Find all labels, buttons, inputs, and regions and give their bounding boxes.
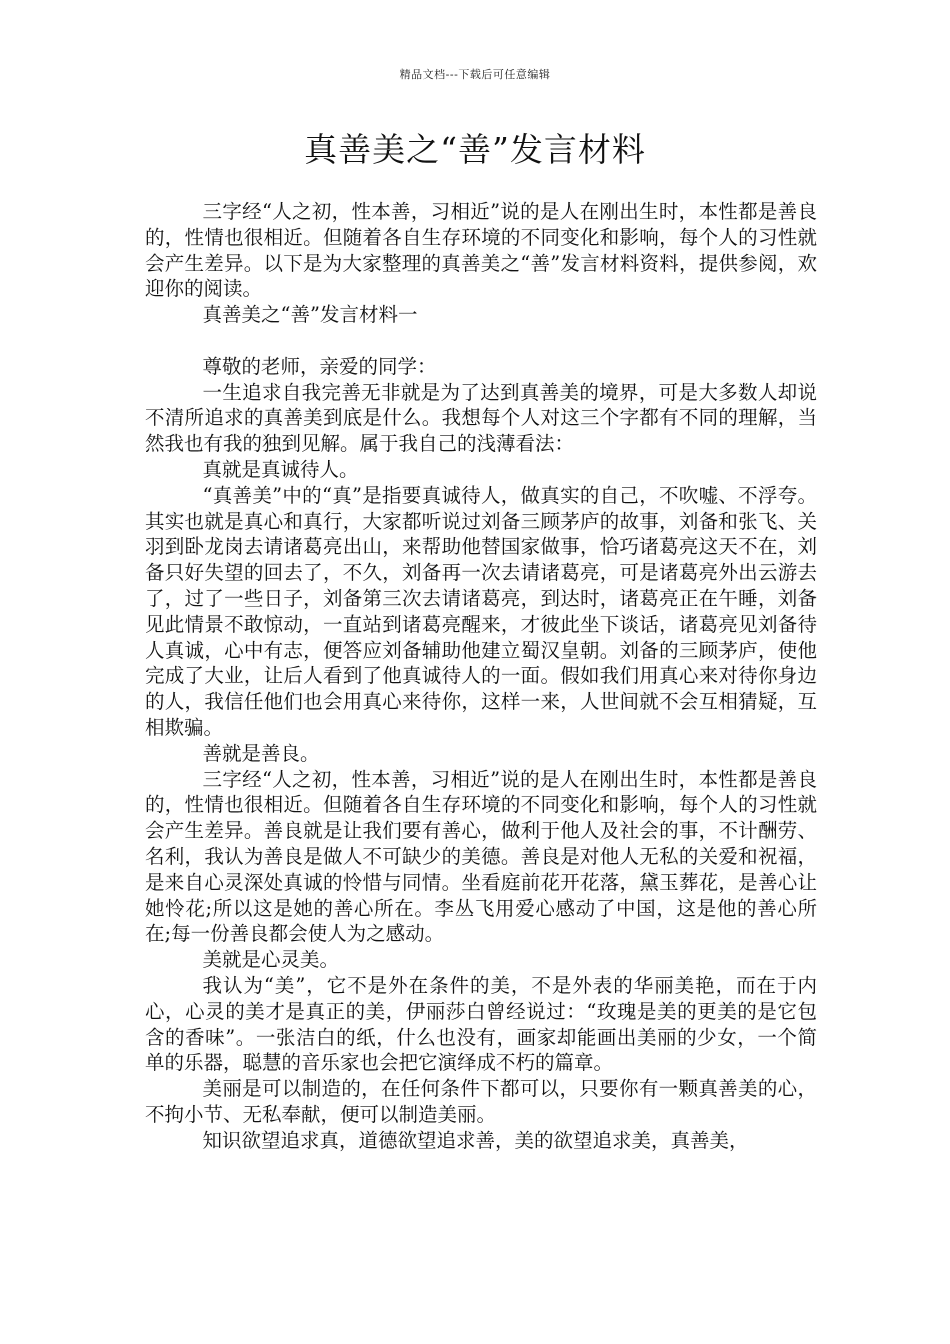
paragraph-intro: 三字经“人之初，性本善，习相近”说的是人在刚出生时，本性都是善良的，性情也很相近。但随着各自生存环境的不同变化和影响，每个人的习性就会产生差异。以下是为大家整理的真善美之“善”发言材料资料，提供参阅，欢迎你的阅读。 bbox=[145, 200, 817, 301]
paragraph-goodness-heading: 善就是善良。 bbox=[202, 741, 320, 765]
paragraph-truth-heading: 真就是真诚待人。 bbox=[202, 457, 359, 481]
paragraph-beauty: 我认为“美”，它不是外在条件的美，不是外表的华丽美艳，而在于内心，心灵的美才是真正的美，伊丽莎白曾经说过：“玫瑰是美的更美的是它包含的香味”。一张洁白的纸，什么也没有，画家却能画出美丽的少女，一个简单的乐器，聪慧的音乐家也会把它演绎成不朽的篇章。 bbox=[145, 973, 817, 1075]
document-title: 真善美之“善”发言材料 bbox=[304, 130, 646, 169]
paragraph-beauty-made: 美丽是可以制造的，在任何条件下都可以，只要你有一颗真善美的心，不拘小节、无私奉献，便可以制造美丽。 bbox=[145, 1077, 817, 1126]
paragraph-knowledge: 知识欲望追求真，道德欲望追求善，美的欲望追求美，真善美， bbox=[202, 1128, 749, 1152]
paragraph-subtitle: 真善美之“善”发言材料一 bbox=[202, 303, 418, 327]
paragraph-truth: “真善美”中的“真”是指要真诚待人，做真实的自己，不吹嘘、不浮夸。其实也就是真心和真行，大家都听说过刘备三顾茅庐的故事，刘备和张飞、关羽到卧龙岗去请诸葛亮出山，来帮助他替国家做事，恰巧诸葛亮这天不在，刘备只好失望的回去了，不久，刘备再一次去请诸葛亮，可是诸葛亮外出云游去了，过了一些日子，刘备第三次去请诸葛亮，到达时，诸葛亮正在午睡，刘备见此情景不敢惊动，一直站到诸葛亮醒来，才彼此坐下谈话，诸葛亮见刘备待人真诚，心中有志，便答应刘备辅助他建立蜀汉皇朝。刘备的三顾茅庐，使他完成了大业，让后人看到了他真诚待人的一面。假如我们用真心来对待你身边的人，我信任他们也会用真心来待你，这样一来，人世间就不会互相猜疑，互相欺骗。 bbox=[145, 483, 817, 739]
header-note: 精品文档---下载后可任意编辑 bbox=[399, 68, 551, 81]
paragraph-goodness: 三字经“人之初，性本善，习相近”说的是人在刚出生时，本性都是善良的，性情也很相近。但随着各自生存环境的不同变化和影响，每个人的习性就会产生差异。善良就是让我们要有善心，做利于他人及社会的事，不计酬劳、名利，我认为善良是做人不可缺少的美德。善良是对他人无私的关爱和祝福，是来自心灵深处真诚的怜惜与同情。坐看庭前花开花落，黛玉葬花，是善心让她怜花;所以这是她的善心所在。李丛飞用爱心感动了中国，这是他的善心所在;每一份善良都会使人为之感动。 bbox=[145, 767, 817, 946]
paragraph-beauty-heading: 美就是心灵美。 bbox=[202, 948, 340, 972]
blank-line bbox=[145, 328, 817, 354]
paragraph-salutation: 尊敬的老师，亲爱的同学： bbox=[202, 354, 437, 378]
document-body bbox=[145, 199, 817, 1153]
paragraph-pursuit: 一生追求自我完善无非就是为了达到真善美的境界，可是大多数人却说不清所追求的真善美到底是什么。我想每个人对这三个字都有不同的理解，当然我也有我的独到见解。属于我自己的浅薄看法： bbox=[145, 380, 817, 456]
